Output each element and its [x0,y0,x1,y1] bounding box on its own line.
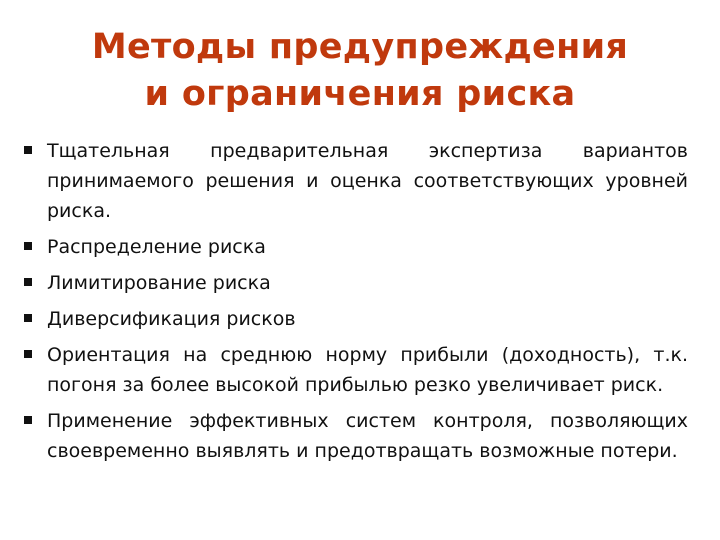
square-bullet-icon [24,242,32,250]
bullet-item [20,232,688,262]
slide-title-line-1: Методы предупреждения [91,27,629,67]
bullet-list [20,136,688,472]
bullet-text: Применение эффективных систем контроля, позволяющих своевременно выявлять и предотвращать возможные потери. [47,410,688,462]
slide-title-line-2: и ограничения риска [144,74,576,114]
bullet-item [20,304,688,334]
bullet-text: Лимитирование риска [47,272,271,294]
square-bullet-icon [24,146,32,154]
bullet-text: Распределение риска [47,236,266,258]
bullet-item [20,340,688,400]
bullet-item [20,406,688,466]
bullet-text: Тщательная предварительная экспертиза вариантов принимаемого решения и оценка соответствующих уровней риска. [47,140,688,222]
square-bullet-icon [24,278,32,286]
bullet-item [20,136,688,226]
slide-title [20,24,700,118]
bullet-item [20,268,688,298]
square-bullet-icon [24,350,32,358]
square-bullet-icon [24,314,32,322]
bullet-text: Ориентация на среднюю норму прибыли (доходность), т.к. погоня за более высокой прибылью резко увеличивает риск. [47,344,688,396]
square-bullet-icon [24,416,32,424]
bullet-text: Диверсификация рисков [47,308,296,330]
